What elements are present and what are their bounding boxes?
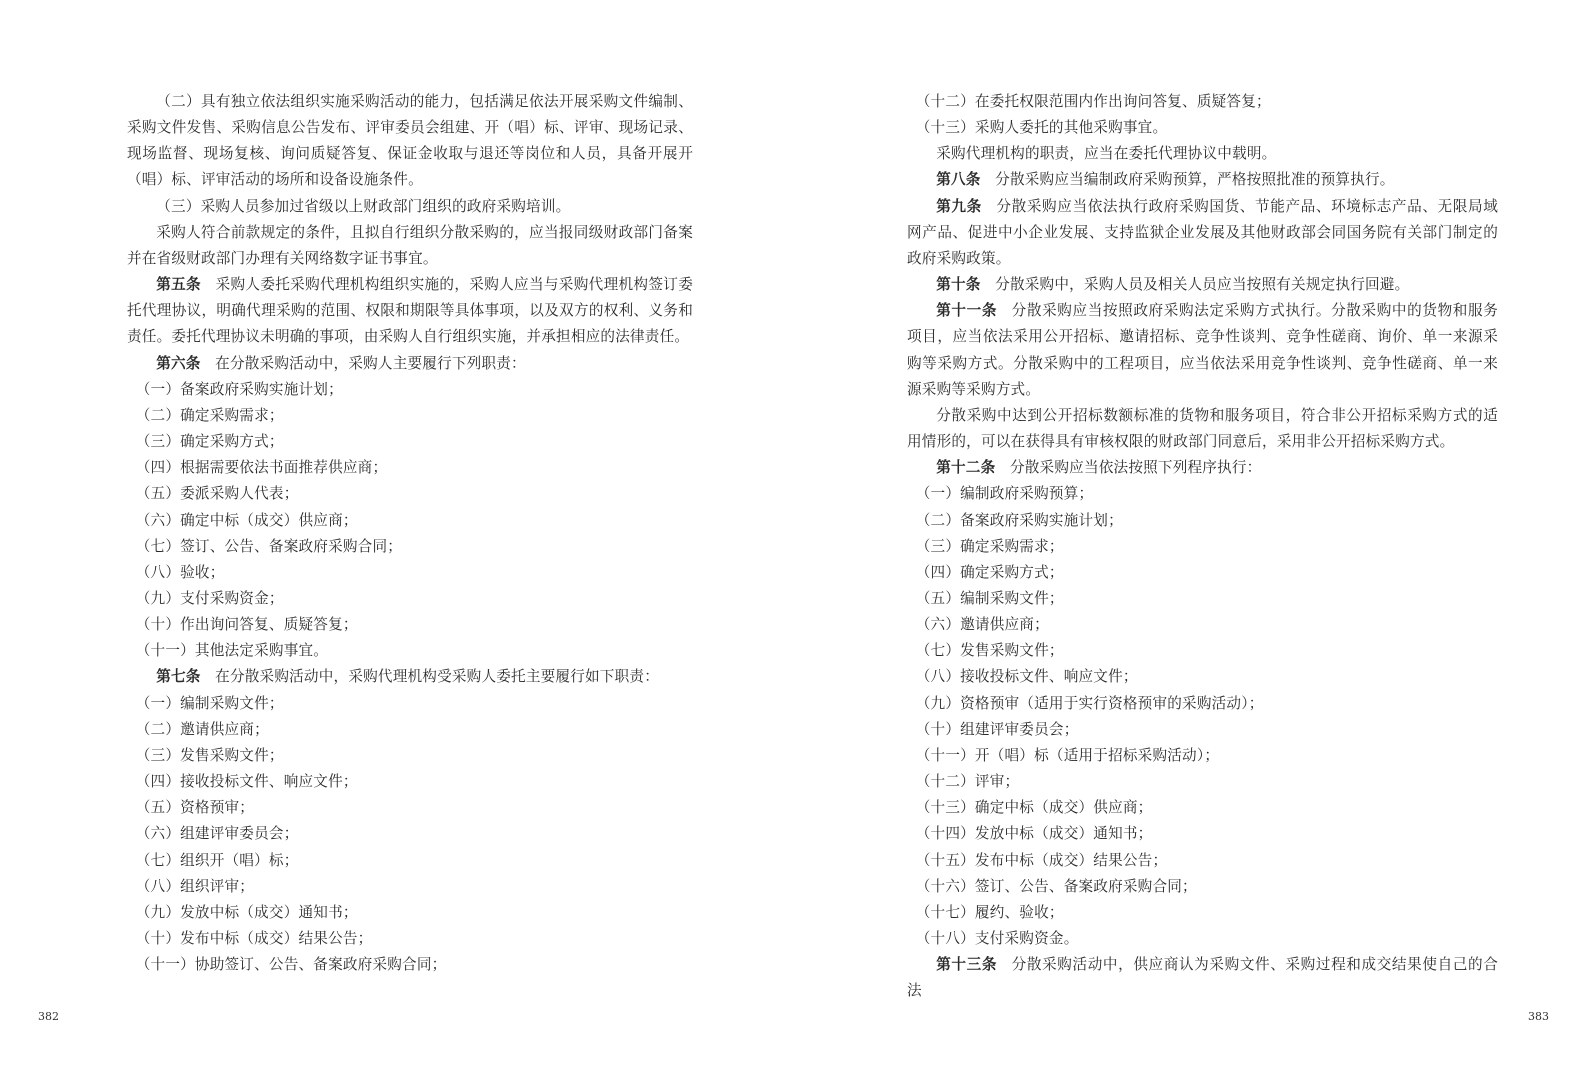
article-label: 第十条 (936, 276, 981, 294)
list-item (127, 900, 693, 926)
list-item (907, 874, 1498, 900)
paragraph-text: （十二）在委托权限范围内作出询问答复、质疑答复； (915, 93, 1271, 110)
list-item (907, 821, 1498, 847)
paragraph-text: 采购人委托采购代理机构组织实施的，采购人应当与采购代理机构签订委托代理协议，明确代理采购的范围、权限和期限等具体事项，以及双方的权利、义务和责任。委托代理协议未明确的事项，由采购人自行组织实施，并承担相应的法律责任。 (127, 276, 693, 346)
list-item (907, 664, 1498, 690)
list-item (907, 848, 1498, 874)
paragraph-text: （五）资格预审； (135, 799, 255, 817)
paragraph (127, 194, 693, 220)
paragraph-text: （八）组织评审； (135, 877, 255, 895)
list-item (907, 534, 1498, 560)
list-item (907, 691, 1498, 717)
paragraph (907, 403, 1498, 455)
list-item (127, 612, 693, 638)
list-item (907, 115, 1498, 141)
list-item (127, 560, 693, 586)
list-item (907, 769, 1498, 795)
list-item (907, 926, 1498, 952)
paragraph-text: （九）发放中标（成交）通知书； (135, 903, 358, 921)
left-page (0, 0, 793, 1077)
paragraph-text: （四）确定采购方式； (915, 563, 1064, 581)
list-item (127, 952, 693, 978)
paragraph-text: （五）编制采购文件； (915, 589, 1064, 607)
paragraph-text: （八）验收； (135, 563, 225, 581)
list-item (127, 534, 693, 560)
paragraph-text: （十一）开（唱）标（适用于招标采购活动）； (915, 746, 1220, 764)
article-paragraph (907, 272, 1498, 298)
list-item (127, 769, 693, 795)
article-label: 第十三条 (936, 956, 998, 974)
list-item (907, 586, 1498, 612)
paragraph-text: （三）确定采购方式； (135, 433, 284, 451)
paragraph-text: （七）组织开（唱）标； (135, 851, 299, 869)
paragraph-text: （十）作出询问答复、质疑答复； (135, 616, 358, 634)
list-item (127, 508, 693, 534)
paragraph-text: （十）发布中标（成交）结果公告； (135, 930, 373, 947)
paragraph-text: 采购代理机构的职责，应当在委托代理协议中载明。 (936, 145, 1277, 163)
paragraph-text: （十三）确定中标（成交）供应商； (915, 799, 1153, 817)
paragraph-text: （十一）其他法定采购事宜。 (135, 642, 329, 660)
paragraph-text: （十一）协助签订、公告、备案政府采购合同； (135, 956, 447, 974)
list-item (127, 377, 693, 403)
article-label: 第六条 (156, 354, 201, 372)
paragraph-text: （二）备案政府采购实施计划； (915, 511, 1123, 529)
paragraph-text: （一）备案政府采购实施计划； (135, 380, 343, 398)
list-item (127, 586, 693, 612)
paragraph-text: （十六）签订、公告、备案政府采购合同； (915, 877, 1197, 895)
list-item (907, 612, 1498, 638)
list-item (907, 89, 1498, 115)
paragraph-text: （四）接收投标文件、响应文件； (135, 773, 358, 791)
list-item (127, 848, 693, 874)
paragraph-text: 分散采购中达到公开招标数额标准的货物和服务项目，符合非公开招标采购方式的适用情形的，可以在获得具有审核权限的财政部门同意后，采用非公开招标采购方式。 (907, 406, 1498, 451)
paragraph-text: 分散采购应当按照政府采购法定采购方式执行。分散采购中的货物和服务项目，应当依法采用公开招标、邀请招标、竞争性谈判、竞争性磋商、询价、单一来源采购等采购方式。分散采购中的工程项目，应当依法采用竞争性谈判、竞争性磋商、单一来源采购等采购方式。 (907, 302, 1498, 398)
list-item (127, 455, 693, 481)
list-item (127, 403, 693, 429)
article-label: 第十一条 (936, 302, 998, 320)
paragraph-text: （十五）发布中标（成交）结果公告； (915, 851, 1168, 869)
article-paragraph (907, 455, 1498, 481)
paragraph (127, 89, 693, 194)
page-number: 382 (38, 1010, 59, 1023)
paragraph (907, 141, 1498, 167)
paragraph-text: （二）邀请供应商； (135, 720, 269, 738)
list-item (127, 638, 693, 664)
paragraph-text: （九）资格预审（适用于实行资格预审的采购活动）； (915, 694, 1264, 712)
paragraph-text: 分散采购应当依法执行政府采购国货、节能产品、环境标志产品、无限局域网产品、促进中小企业发展、支持监狱企业发展及其他财政部会同国务院有关部门制定的政府采购政策。 (907, 197, 1498, 267)
article-label: 第八条 (936, 171, 981, 189)
paragraph-text: （十二）评审； (915, 773, 1020, 791)
list-item (907, 900, 1498, 926)
paragraph-text: （二）确定采购需求； (135, 406, 284, 424)
paragraph-text: （一）编制采购文件； (135, 694, 284, 712)
article-label: 第五条 (156, 276, 201, 294)
left-page-body (127, 89, 693, 978)
paragraph-text: （八）接收投标文件、响应文件； (915, 668, 1138, 686)
article-label: 第九条 (936, 197, 982, 215)
right-page (794, 0, 1587, 1077)
paragraph-text: （五）委派采购人代表； (135, 485, 299, 503)
list-item (907, 795, 1498, 821)
list-item (127, 874, 693, 900)
list-item (907, 560, 1498, 586)
paragraph-text: （十）组建评审委员会； (915, 720, 1079, 738)
list-item (127, 481, 693, 507)
paragraph-text: （三）发售采购文件； (135, 746, 284, 764)
page-number: 383 (1528, 1010, 1549, 1023)
paragraph-text: （四）根据需要依法书面推荐供应商； (135, 459, 388, 477)
right-page-body (907, 89, 1498, 1004)
paragraph-text: （十七）履约、验收； (915, 903, 1064, 921)
paragraph-text: 分散采购应当编制政府采购预算，严格按照批准的预算执行。 (995, 171, 1395, 189)
list-item (907, 717, 1498, 743)
paragraph-text: （十八）支付采购资金。 (915, 930, 1079, 947)
paragraph-text: （十四）发放中标（成交）通知书； (915, 825, 1153, 843)
article-paragraph (127, 664, 693, 690)
paragraph-text: （六）组建评审委员会； (135, 825, 299, 843)
article-label: 第七条 (156, 668, 201, 686)
list-item (907, 508, 1498, 534)
paragraph-text: （十三）采购人委托的其他采购事宜。 (915, 119, 1168, 137)
paragraph-text: （六）确定中标（成交）供应商； (135, 511, 358, 529)
paragraph-text: （三）采购人员参加过省级以上财政部门组织的政府采购培训。 (156, 197, 571, 215)
paragraph-text: 分散采购中，采购人员及相关人员应当按照有关规定执行回避。 (995, 276, 1410, 294)
paragraph-text: （七）发售采购文件； (915, 642, 1064, 660)
list-item (127, 926, 693, 952)
paragraph-text: 分散采购应当依法按照下列程序执行： (1009, 459, 1262, 477)
paragraph-text: 在分散采购活动中，采购代理机构受采购人委托主要履行如下职责： (215, 668, 659, 686)
list-item (127, 691, 693, 717)
paragraph-text: （六）邀请供应商； (915, 616, 1049, 634)
paragraph-text: （三）确定采购需求； (915, 537, 1064, 555)
list-item (127, 743, 693, 769)
article-paragraph (127, 272, 693, 350)
paragraph-text: （九）支付采购资金； (135, 589, 284, 607)
list-item (127, 821, 693, 847)
article-paragraph (907, 298, 1498, 403)
list-item (127, 795, 693, 821)
list-item (907, 481, 1498, 507)
article-paragraph (907, 952, 1498, 1004)
list-item (127, 429, 693, 455)
paragraph-text: （一）编制政府采购预算； (915, 485, 1094, 503)
article-label: 第十二条 (936, 459, 996, 477)
paragraph-text: 在分散采购活动中，采购人主要履行下列职责： (215, 354, 526, 372)
paragraph-text: 分散采购活动中，供应商认为采购文件、采购过程和成交结果使自己的合法 (907, 956, 1498, 1000)
paragraph (127, 220, 693, 272)
list-item (907, 638, 1498, 664)
paragraph-text: 采购人符合前款规定的条件，且拟自行组织分散采购的，应当报同级财政部门备案并在省级财政部门办理有关网络数字证书事宜。 (127, 223, 693, 267)
article-paragraph (907, 167, 1498, 193)
paragraph-text: （七）签订、公告、备案政府采购合同； (135, 537, 403, 555)
list-item (907, 743, 1498, 769)
article-paragraph (907, 194, 1498, 272)
article-paragraph (127, 351, 693, 377)
paragraph-text: （二）具有独立依法组织实施采购活动的能力，包括满足依法开展采购文件编制、采购文件发售、采购信息公告发布、评审委员会组建、开（唱）标、评审、现场记录、现场监督、现场复核、询问质疑答复、保证金收取与退还等岗位和人员，具备开展开（唱）标、评审活动的场所和设备设施条件。 (127, 93, 693, 189)
list-item (127, 717, 693, 743)
